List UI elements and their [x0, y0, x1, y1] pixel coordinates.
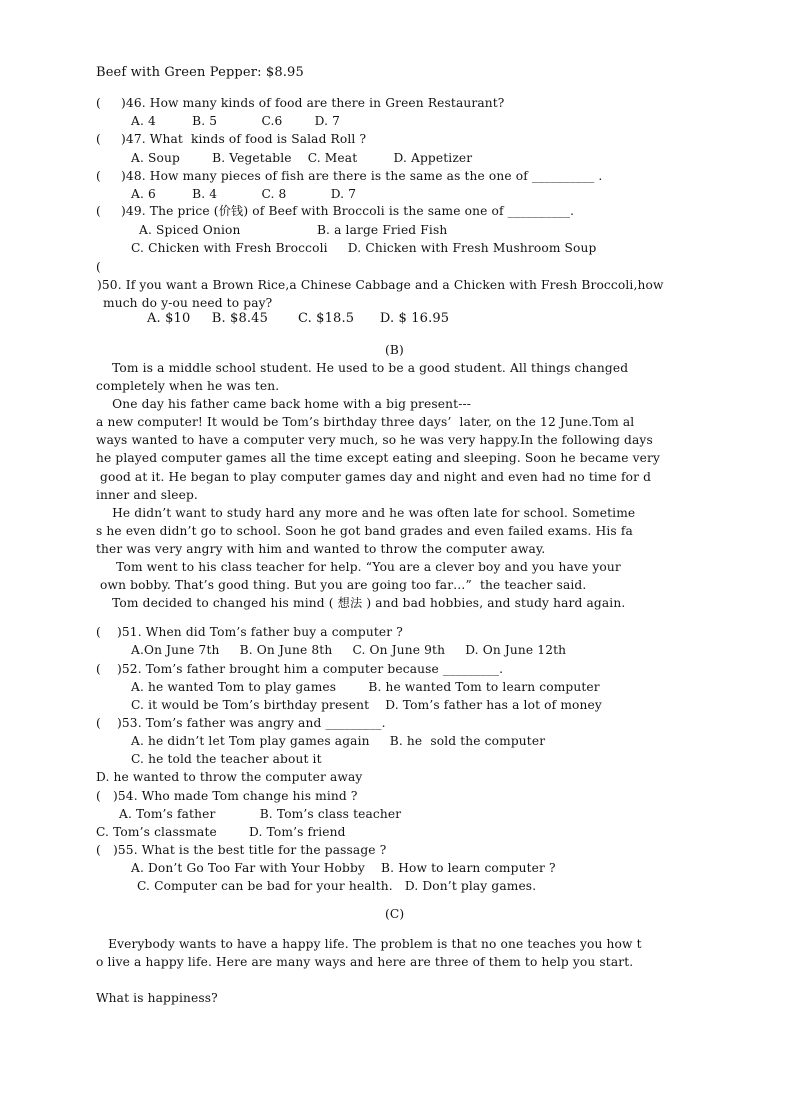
question-50-line2: much do y-ou need to pay?: [103, 296, 273, 310]
section-b-heading: (B): [385, 343, 404, 357]
question-50-paren: (: [96, 260, 101, 274]
question-48: ( )48. How many pieces of fish are there is the same as the one of __________ .: [96, 169, 603, 183]
passage-b-line: a new computer! It would be Tom’s birthday three days’ later, on the 12 June.Tom al: [96, 415, 635, 429]
question-54: ( )54. Who made Tom change his mind ?: [96, 789, 358, 803]
passage-b-line: good at it. He began to play computer games day and night and even had no time for d: [96, 470, 652, 484]
section-c-heading: (C): [385, 907, 405, 921]
question-49-options-1: A. Spiced Onion B. a large Fried Fish: [139, 223, 448, 237]
question-51-options: A.On June 7th B. On June 8th C. On June 9th D. On June 12th: [131, 643, 567, 657]
question-52-options-2: C. it would be Tom’s birthday present D. Tom’s father has a lot of money: [131, 698, 602, 712]
question-48-options: A. 6 B. 4 C. 8 D. 7: [131, 187, 357, 201]
question-53-options-3: D. he wanted to throw the computer away: [96, 770, 363, 784]
question-46-options: A. 4 B. 5 C.6 D. 7: [131, 114, 341, 128]
passage-c-line: o live a happy life. Here are many ways and here are three of them to help you start.: [96, 955, 634, 969]
question-46: ( )46. How many kinds of food are there in Green Restaurant?: [96, 96, 505, 110]
question-52: ( )52. Tom’s father brought him a computer because _________.: [96, 662, 504, 676]
question-54-options-1: A. Tom’s father B. Tom’s class teacher: [119, 807, 402, 821]
question-55-options-1: A. Don’t Go Too Far with Your Hobby B. How to learn computer ?: [131, 861, 556, 875]
passage-b-line: He didn’t want to study hard any more and he was often late for school. Sometime: [96, 506, 636, 520]
question-50: )50. If you want a Brown Rice,a Chinese Cabbage and a Chicken with Fresh Broccoli,how: [97, 278, 664, 292]
question-47: ( )47. What kinds of food is Salad Roll ?: [96, 132, 367, 146]
question-53: ( )53. Tom’s father was angry and _________.: [96, 716, 386, 730]
menu-tail-line: Beef with Green Pepper: $8.95: [96, 65, 304, 80]
question-47-options: A. Soup B. Vegetable C. Meat D. Appetizer: [131, 151, 473, 165]
question-53-options-1: A. he didn’t let Tom play games again B. he sold the computer: [131, 734, 546, 748]
passage-b-line: Tom went to his class teacher for help. “You are a clever boy and you have your: [96, 560, 621, 574]
question-52-options-1: A. he wanted Tom to play games B. he wanted Tom to learn computer: [131, 680, 600, 694]
passage-b-line: ther was very angry with him and wanted to throw the computer away.: [96, 542, 546, 556]
question-49: ( )49. The price (价钱) of Beef with Broccoli is the same one of __________.: [96, 204, 575, 218]
question-53-options-2: C. he told the teacher about it: [131, 752, 322, 766]
question-55-options-2: C. Computer can be bad for your health. D. Don’t play games.: [137, 879, 537, 893]
passage-b-line: ways wanted to have a computer very much, so he was very happy.In the following days: [96, 433, 653, 447]
passage-b-line: he played computer games all the time except eating and sleeping. Soon he became very: [96, 451, 660, 465]
passage-b-line: One day his father came back home with a big present---: [96, 397, 472, 411]
passage-b-line: Tom decided to changed his mind ( 想法 ) and bad hobbies, and study hard again.: [96, 596, 626, 610]
question-55: ( )55. What is the best title for the passage ?: [96, 843, 387, 857]
passage-b-line: completely when he was ten.: [96, 379, 280, 393]
question-50-options: A. $10 B. $8.45 C. $18.5 D. $ 16.95: [147, 311, 450, 326]
passage-b-line: inner and sleep.: [96, 488, 198, 502]
question-51: ( )51. When did Tom’s father buy a computer ?: [96, 625, 403, 639]
passage-b-line: s he even didn’t go to school. Soon he got band grades and even failed exams. His fa: [96, 524, 633, 538]
passage-c-line: Everybody wants to have a happy life. The problem is that no one teaches you how t: [96, 937, 642, 951]
passage-b-line: Tom is a middle school student. He used to be a good student. All things changed: [96, 361, 629, 375]
question-54-options-2: C. Tom’s classmate D. Tom’s friend: [96, 825, 346, 839]
question-49-options-2: C. Chicken with Fresh Broccoli D. Chicken with Fresh Mushroom Soup: [131, 241, 597, 255]
passage-b-line: own bobby. That’s good thing. But you are going too far…” the teacher said.: [96, 578, 587, 592]
section-c-subheading: What is happiness?: [96, 991, 218, 1005]
